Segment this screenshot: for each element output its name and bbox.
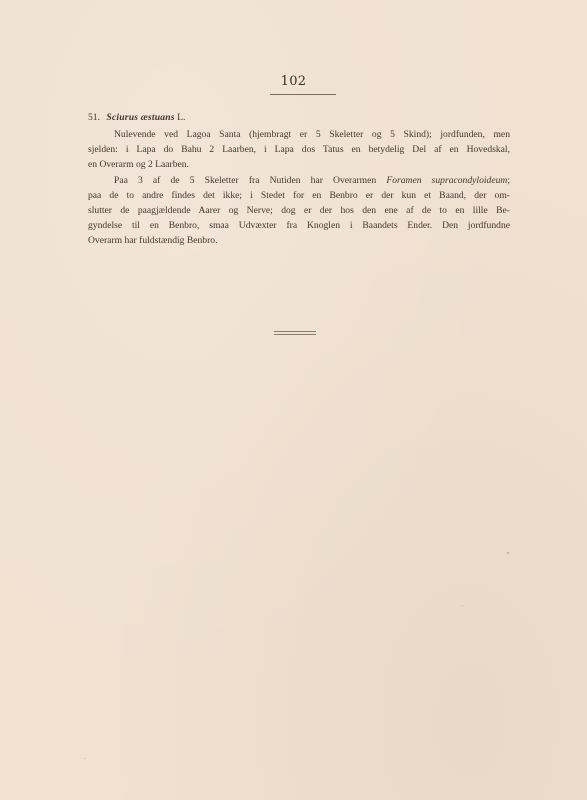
paragraph-line: slutter de paagjældende Aarer og Nerve; dog er der hos den ene af de to en lille Be- xyxy=(88,205,510,216)
paragraph-line: Nulevende ved Lagoa Santa (hjembragt er 5 Skeletter og 5 Skind); jordfunden, men xyxy=(114,129,510,140)
paragraph-text: ; xyxy=(507,175,510,186)
italic-term: Foramen supracondyloideum xyxy=(386,175,508,186)
paragraph-line xyxy=(88,173,510,188)
page-number: 102 xyxy=(280,74,307,89)
text-block xyxy=(88,110,510,248)
paragraph-line: en Overarm og 2 Laarben. xyxy=(88,159,189,170)
paragraph-1 xyxy=(88,127,510,172)
header-rule xyxy=(270,94,336,95)
paragraph-text: Paa 3 af de 5 Skeletter fra Nutiden har Overarmen xyxy=(114,175,377,186)
species-author: L. xyxy=(177,112,186,123)
section-end-rule xyxy=(274,331,316,335)
paragraph-line: Overarm har fuldstændig Benbro. xyxy=(88,235,218,246)
entry-number: 51. xyxy=(88,112,100,123)
paragraph-line: gyndelse til en Benbro, smaa Udvæxter fra Knoglen i Baandets Ender. Den jordfundne xyxy=(88,220,510,231)
paragraph-line: sjelden: i Lapa do Bahu 2 Laarben, i Lapa dos Tatus en betydelig Del af en Hovedskal, xyxy=(88,144,510,155)
paragraph-line: paa de to andre findes det ikke; i Stedet for en Benbro er der kun et Baand, der om- xyxy=(88,190,510,201)
paper-speck xyxy=(507,552,509,554)
paper-speck xyxy=(462,605,463,606)
paragraph-2 xyxy=(88,173,510,248)
entry-heading xyxy=(88,110,510,125)
species-name: Sciurus æstuans xyxy=(106,112,175,123)
paper-speck xyxy=(84,758,85,759)
